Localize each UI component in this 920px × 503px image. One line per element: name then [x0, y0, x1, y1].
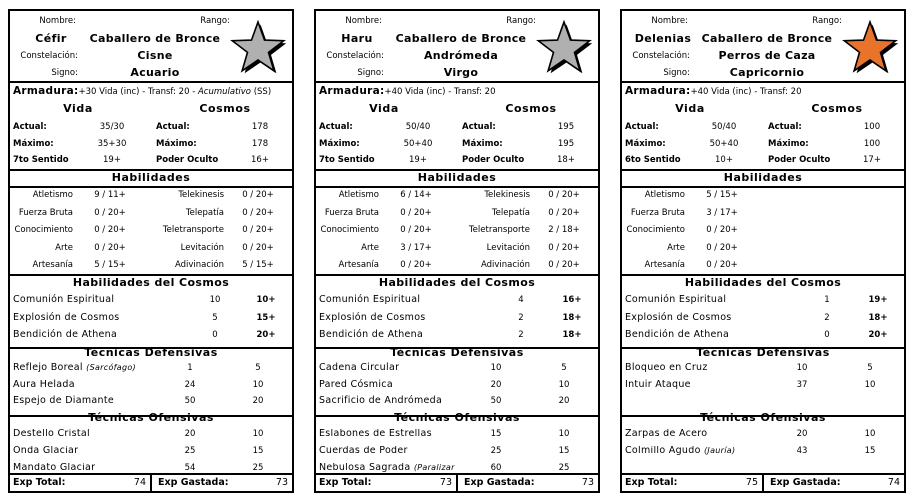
signo-value: Capricornio — [729, 66, 805, 79]
exp-gastada-label: Exp Gastada: — [770, 477, 841, 488]
cosmos-skill-name: Explosión de Cosmos — [319, 311, 426, 323]
tecnica-ofensiva-name — [13, 429, 90, 439]
vida-stat-label: Actual: — [625, 122, 659, 132]
exp-gastada-label: Exp Gastada: — [158, 477, 229, 488]
tecnica-note: (Sarcófago) — [86, 363, 136, 372]
habilidad-value: 9 / 11+ — [94, 190, 126, 200]
cosmos-stat-label: Máximo: — [462, 139, 503, 149]
habilidades-cosmos-header: Habilidades del Cosmos — [378, 276, 536, 289]
habilidades-cosmos-header: Habilidades del Cosmos — [684, 276, 842, 289]
habilidad-name: Atletismo — [32, 190, 73, 200]
cosmos-stat-label: Actual: — [462, 122, 496, 132]
habilidad-value: 0 / 20+ — [548, 207, 580, 218]
signo-label: Signo: — [357, 68, 384, 78]
tecnica-cost: 10 — [490, 363, 502, 373]
footer-divider — [762, 473, 764, 491]
divider — [622, 81, 904, 83]
vida-stat-value: 50/40 — [405, 122, 431, 132]
habilidad-name: Arte — [55, 242, 73, 253]
tecnica-defensiva-name — [13, 396, 114, 406]
tecnica-name-text: Nebulosa Sagrada — [319, 463, 414, 473]
cosmos-skill-level: 0 — [824, 330, 830, 340]
habilidad-name: Arte — [361, 242, 379, 253]
tecnica-defensiva-name — [13, 363, 136, 373]
tecnica-name-text: Cadena Circular — [319, 362, 400, 373]
tecnica-name-text: Colmillo Agudo — [625, 446, 705, 456]
character-rank: Caballero de Bronce — [701, 32, 833, 45]
tecnicas-defensivas-header: Técnicas Defensivas — [390, 346, 524, 359]
constelacion-label: Constelación: — [632, 51, 690, 61]
vida-stat-value: 35+30 — [97, 139, 127, 149]
cosmos-stat-value: 100 — [863, 139, 881, 149]
tecnica-cost: 20 — [184, 429, 196, 439]
divider — [10, 81, 292, 83]
tecnica-name-text: Onda Glaciar — [13, 446, 79, 456]
tecnica-power: 5 — [255, 363, 261, 373]
cosmos-skill-name: Comunión Espiritual — [13, 294, 115, 305]
character-name: Delenias — [634, 32, 692, 45]
character-rank: Caballero de Bronce — [89, 32, 221, 45]
habilidad-name: Teletransporte — [162, 225, 224, 236]
cosmos-skill-roll: 20+ — [256, 330, 276, 340]
tecnica-defensiva-name — [319, 396, 442, 406]
habilidad-value: 6 / 14+ — [400, 190, 432, 200]
tecnica-cost: 50 — [184, 396, 196, 406]
habilidad-name: Telekinesis — [484, 190, 530, 200]
cosmos-stat-label: Máximo: — [156, 139, 197, 149]
tecnica-cost: 37 — [796, 379, 808, 390]
tecnica-note: (Paralizar — [413, 463, 455, 472]
tecnica-cost: 24 — [184, 379, 196, 390]
cosmos-stat-value: 16+ — [251, 155, 269, 165]
tecnicas-ofensivas-header: Técnicas Ofensivas — [88, 411, 214, 424]
vida-header: Vida — [675, 102, 705, 115]
character-card — [620, 9, 906, 493]
vida-stat-value: 50+40 — [709, 139, 739, 149]
armadura-label: Armadura: — [13, 85, 79, 97]
habilidades-header: Habilidades — [723, 171, 803, 184]
cosmos-skill-roll: 15+ — [256, 312, 276, 323]
vida-stat-label: Máximo: — [319, 139, 360, 149]
cosmos-skill-level: 1 — [824, 295, 830, 305]
tecnica-ofensiva-name — [625, 429, 707, 439]
habilidad-value: 5 / 15+ — [94, 260, 126, 271]
tecnica-name-text: Mandato Glaciar — [13, 463, 96, 473]
habilidad-value: 0 / 20+ — [94, 207, 126, 218]
habilidad-value: 0 / 20+ — [706, 242, 738, 253]
exp-total-label: Exp Total: — [625, 477, 678, 488]
exp-total-label: Exp Total: — [319, 477, 372, 488]
tecnica-ofensiva-name — [13, 446, 78, 456]
cosmos-stat-value: 17+ — [863, 155, 881, 165]
exp-gastada-label: Exp Gastada: — [464, 477, 535, 488]
cosmos-stat-value: 100 — [863, 122, 881, 132]
tecnica-cost: 60 — [490, 463, 502, 473]
cosmos-skill-name: Bendición de Athena — [625, 329, 730, 340]
tecnica-defensiva-name — [625, 380, 691, 390]
nombre-label: Nombre: — [651, 16, 688, 26]
habilidad-name: Adivinación — [174, 260, 224, 271]
vida-stat-value: 19+ — [103, 155, 121, 165]
character-card — [314, 9, 600, 493]
habilidad-name: Fuerza Bruta — [630, 207, 685, 218]
divider — [10, 186, 292, 188]
tecnica-name-text: Sacrificio de Andrómeda — [319, 395, 443, 406]
tecnica-cost: 43 — [796, 446, 808, 456]
tecnica-note: (Jauría) — [704, 446, 736, 455]
tecnica-defensiva-name — [319, 363, 399, 373]
tecnica-defensiva-name — [625, 363, 708, 373]
tecnica-power: 25 — [558, 463, 570, 473]
armadura-label: Armadura: — [319, 85, 385, 97]
tecnica-power: 10 — [864, 379, 876, 390]
tecnica-ofensiva-name — [625, 446, 735, 456]
cosmos-stat-value: 178 — [251, 139, 269, 149]
rank-star-icon — [228, 18, 288, 76]
habilidad-value: 0 / 20+ — [400, 225, 432, 236]
cosmos-header: Cosmos — [811, 102, 863, 115]
cosmos-stat-label: Poder Oculto — [768, 155, 831, 165]
habilidad-name: Telepatía — [491, 207, 530, 218]
cosmos-skill-level: 2 — [518, 330, 524, 340]
cosmos-stat-value: 178 — [251, 122, 269, 132]
tecnica-name-text: Destello Cristal — [13, 429, 90, 439]
tecnica-power: 20 — [252, 396, 264, 406]
habilidad-value: 2 / 18+ — [548, 225, 580, 236]
habilidad-name: Levitación — [180, 242, 224, 253]
tecnica-name-text: Zarpas de Acero — [625, 429, 708, 439]
tecnicas-ofensivas-header: Técnicas Ofensivas — [700, 411, 826, 424]
vida-stat-value: 10+ — [715, 155, 733, 165]
signo-label: Signo: — [663, 68, 690, 78]
tecnica-cost: 20 — [796, 429, 808, 439]
armadura-row — [625, 86, 802, 97]
tecnica-cost: 25 — [490, 446, 502, 456]
cosmos-skill-level: 4 — [518, 295, 524, 305]
habilidades-header: Habilidades — [111, 171, 191, 184]
tecnica-defensiva-name — [319, 380, 393, 390]
divider — [622, 186, 904, 188]
tecnica-name-text: Intuir Ataque — [625, 378, 691, 390]
habilidad-name: Artesanía — [644, 260, 685, 271]
habilidades-cosmos-header: Habilidades del Cosmos — [72, 276, 230, 289]
habilidad-name: Conocimiento — [320, 225, 379, 236]
habilidad-value: 0 / 20+ — [400, 207, 432, 218]
tecnica-power: 10 — [252, 429, 264, 439]
tecnica-name-text: Reflejo Boreal — [13, 362, 87, 373]
exp-total-label: Exp Total: — [13, 477, 66, 488]
cosmos-skill-name: Bendición de Athena — [13, 329, 118, 340]
habilidad-value: 0 / 20+ — [548, 260, 580, 271]
tecnica-power: 20 — [558, 396, 570, 406]
cosmos-skill-roll: 18+ — [562, 330, 582, 340]
cosmos-skill-name: Comunión Espiritual — [319, 294, 421, 305]
vida-stat-value: 50+40 — [403, 139, 433, 149]
cosmos-skill-roll: 19+ — [868, 295, 888, 305]
tecnicas-defensivas-header: Técnicas Defensivas — [696, 346, 830, 359]
vida-stat-value: 19+ — [409, 155, 427, 165]
habilidad-value: 3 / 17+ — [400, 242, 432, 253]
cosmos-stat-label: Poder Oculto — [156, 155, 219, 165]
vida-stat-label: Actual: — [319, 122, 353, 132]
habilidades-header: Habilidades — [417, 171, 497, 184]
footer-divider — [150, 473, 152, 491]
rango-label: Rango: — [506, 16, 536, 26]
cosmos-header: Cosmos — [505, 102, 557, 115]
signo-value: Acuario — [130, 66, 180, 79]
cosmos-stat-label: Máximo: — [768, 139, 809, 149]
habilidad-value: 5 / 15+ — [706, 190, 738, 200]
tecnica-name-text: Aura Helada — [13, 378, 75, 390]
tecnica-power: 25 — [252, 463, 264, 473]
vida-stat-label: 7to Sentido — [319, 155, 375, 165]
habilidad-value: 0 / 20+ — [548, 190, 580, 200]
tecnica-cost: 54 — [184, 463, 196, 473]
constelacion-label: Constelación: — [326, 51, 384, 61]
cosmos-skill-level: 2 — [824, 312, 830, 323]
cosmos-stat-value: 195 — [557, 139, 575, 149]
habilidad-value: 5 / 15+ — [242, 260, 274, 271]
rank-star-icon — [840, 18, 900, 76]
tecnica-power: 10 — [864, 429, 876, 439]
vida-stat-label: 7to Sentido — [13, 155, 69, 165]
tecnica-ofensiva-name — [13, 463, 95, 473]
cosmos-skill-name: Explosión de Cosmos — [13, 311, 120, 323]
constelacion-value: Cisne — [137, 49, 173, 62]
tecnica-name-text: Espejo de Diamante — [13, 395, 115, 406]
tecnica-cost: 1 — [187, 363, 193, 373]
rank-star-icon — [534, 18, 594, 76]
cosmos-stat-value: 18+ — [557, 155, 575, 165]
habilidad-value: 0 / 20+ — [242, 207, 274, 218]
divider — [316, 186, 598, 188]
constelacion-label: Constelación: — [20, 51, 78, 61]
cosmos-skill-name: Explosión de Cosmos — [625, 311, 732, 323]
armadura-tail: (SS) — [251, 87, 272, 97]
cosmos-skill-roll: 16+ — [562, 295, 582, 305]
tecnica-power: 15 — [252, 446, 264, 456]
tecnica-defensiva-name — [13, 380, 75, 390]
exp-gastada-value: 74 — [887, 477, 900, 488]
cosmos-skill-name: Bendición de Athena — [319, 329, 424, 340]
tecnica-cost: 25 — [184, 446, 196, 456]
character-name: Haru — [341, 32, 373, 45]
habilidad-value: 0 / 20+ — [242, 242, 274, 253]
habilidad-value: 0 / 20+ — [706, 260, 738, 271]
armadura-text: +40 Vida (inc) - Transf: 20 — [384, 87, 496, 97]
habilidad-value: 0 / 20+ — [94, 225, 126, 236]
habilidad-value: 0 / 20+ — [242, 190, 274, 200]
vida-header: Vida — [63, 102, 93, 115]
vida-stat-value: 35/30 — [99, 122, 125, 132]
exp-total-value: 73 — [439, 477, 452, 488]
constelacion-value: Andrómeda — [423, 49, 499, 62]
armadura-text: +40 Vida (inc) - Transf: 20 — [690, 87, 802, 97]
exp-gastada-value: 73 — [275, 477, 288, 488]
cosmos-skill-level: 5 — [212, 312, 218, 323]
habilidad-value: 3 / 17+ — [706, 207, 738, 218]
habilidad-name: Teletransporte — [468, 225, 530, 236]
vida-stat-label: 6to Sentido — [625, 155, 681, 165]
character-card — [8, 9, 294, 493]
divider — [316, 81, 598, 83]
vida-stat-label: Actual: — [13, 122, 47, 132]
tecnica-cost: 20 — [490, 379, 502, 390]
footer-divider — [456, 473, 458, 491]
tecnica-power: 10 — [252, 379, 264, 390]
habilidad-value: 0 / 20+ — [94, 242, 126, 253]
tecnicas-defensivas-header: Técnicas Defensivas — [84, 346, 218, 359]
tecnicas-ofensivas-header: Técnicas Ofensivas — [394, 411, 520, 424]
armadura-label: Armadura: — [625, 85, 691, 97]
habilidad-name: Fuerza Bruta — [324, 207, 379, 218]
tecnica-ofensiva-name — [319, 446, 408, 456]
armadura-italic: Acumulativo — [197, 87, 252, 97]
habilidad-name: Telekinesis — [178, 190, 224, 200]
armadura-text: +30 Vida (inc) - Transf: 20 - — [78, 87, 198, 97]
character-rank: Caballero de Bronce — [395, 32, 527, 45]
tecnica-power: 5 — [867, 363, 873, 373]
tecnica-ofensiva-name — [319, 463, 455, 473]
rango-label: Rango: — [812, 16, 842, 26]
tecnica-name-text: Bloqueo en Cruz — [625, 362, 708, 373]
cosmos-skill-name: Comunión Espiritual — [625, 294, 727, 305]
tecnica-power: 10 — [558, 379, 570, 390]
habilidad-name: Adivinación — [480, 260, 530, 271]
exp-total-value: 75 — [745, 477, 758, 488]
cosmos-skill-roll: 10+ — [256, 295, 276, 305]
habilidad-value: 0 / 20+ — [706, 225, 738, 236]
habilidad-value: 0 / 20+ — [548, 242, 580, 253]
tecnica-name-text: Pared Cósmica — [319, 378, 393, 390]
tecnica-name-text: Cuerdas de Poder — [319, 446, 408, 456]
rango-label: Rango: — [200, 16, 230, 26]
cosmos-stat-value: 195 — [557, 122, 575, 132]
tecnica-power: 15 — [864, 446, 876, 456]
habilidad-name: Levitación — [486, 242, 530, 253]
tecnica-cost: 10 — [796, 363, 808, 373]
character-name: Céfir — [35, 32, 67, 45]
habilidad-value: 0 / 20+ — [400, 260, 432, 271]
nombre-label: Nombre: — [345, 16, 382, 26]
vida-stat-value: 50/40 — [711, 122, 737, 132]
cosmos-skill-roll: 20+ — [868, 330, 888, 340]
habilidad-name: Arte — [667, 242, 685, 253]
armadura-row — [13, 86, 271, 97]
habilidad-name: Atletismo — [338, 190, 379, 200]
exp-gastada-value: 73 — [581, 477, 594, 488]
habilidad-name: Conocimiento — [14, 225, 73, 236]
tecnica-power: 15 — [558, 446, 570, 456]
cosmos-skill-roll: 18+ — [868, 312, 888, 323]
cosmos-skill-level: 2 — [518, 312, 524, 323]
tecnica-ofensiva-name — [319, 429, 432, 439]
tecnica-power: 10 — [558, 429, 570, 439]
tecnica-name-text: Eslabones de Estrellas — [319, 429, 432, 439]
tecnica-power: 5 — [561, 363, 567, 373]
habilidad-value: 0 / 20+ — [242, 225, 274, 236]
cosmos-stat-label: Poder Oculto — [462, 155, 525, 165]
nombre-label: Nombre: — [39, 16, 76, 26]
cosmos-header: Cosmos — [199, 102, 251, 115]
cosmos-skill-level: 0 — [212, 330, 218, 340]
habilidad-name: Telepatía — [185, 207, 224, 218]
vida-stat-label: Máximo: — [625, 139, 666, 149]
signo-label: Signo: — [51, 68, 78, 78]
cosmos-skill-roll: 18+ — [562, 312, 582, 323]
habilidad-name: Artesanía — [32, 260, 73, 271]
exp-total-value: 74 — [133, 477, 146, 488]
cosmos-stat-label: Actual: — [768, 122, 802, 132]
vida-stat-label: Máximo: — [13, 139, 54, 149]
cosmos-stat-label: Actual: — [156, 122, 190, 132]
habilidad-name: Artesanía — [338, 260, 379, 271]
tecnica-cost: 50 — [490, 396, 502, 406]
habilidad-name: Conocimiento — [626, 225, 685, 236]
cosmos-skill-level: 10 — [209, 295, 221, 305]
vida-header: Vida — [369, 102, 399, 115]
signo-value: Virgo — [443, 66, 479, 79]
tecnica-cost: 15 — [490, 429, 502, 439]
constelacion-value: Perros de Caza — [718, 49, 816, 62]
habilidad-name: Fuerza Bruta — [18, 207, 73, 218]
habilidad-name: Atletismo — [644, 190, 685, 200]
armadura-row — [319, 86, 496, 97]
